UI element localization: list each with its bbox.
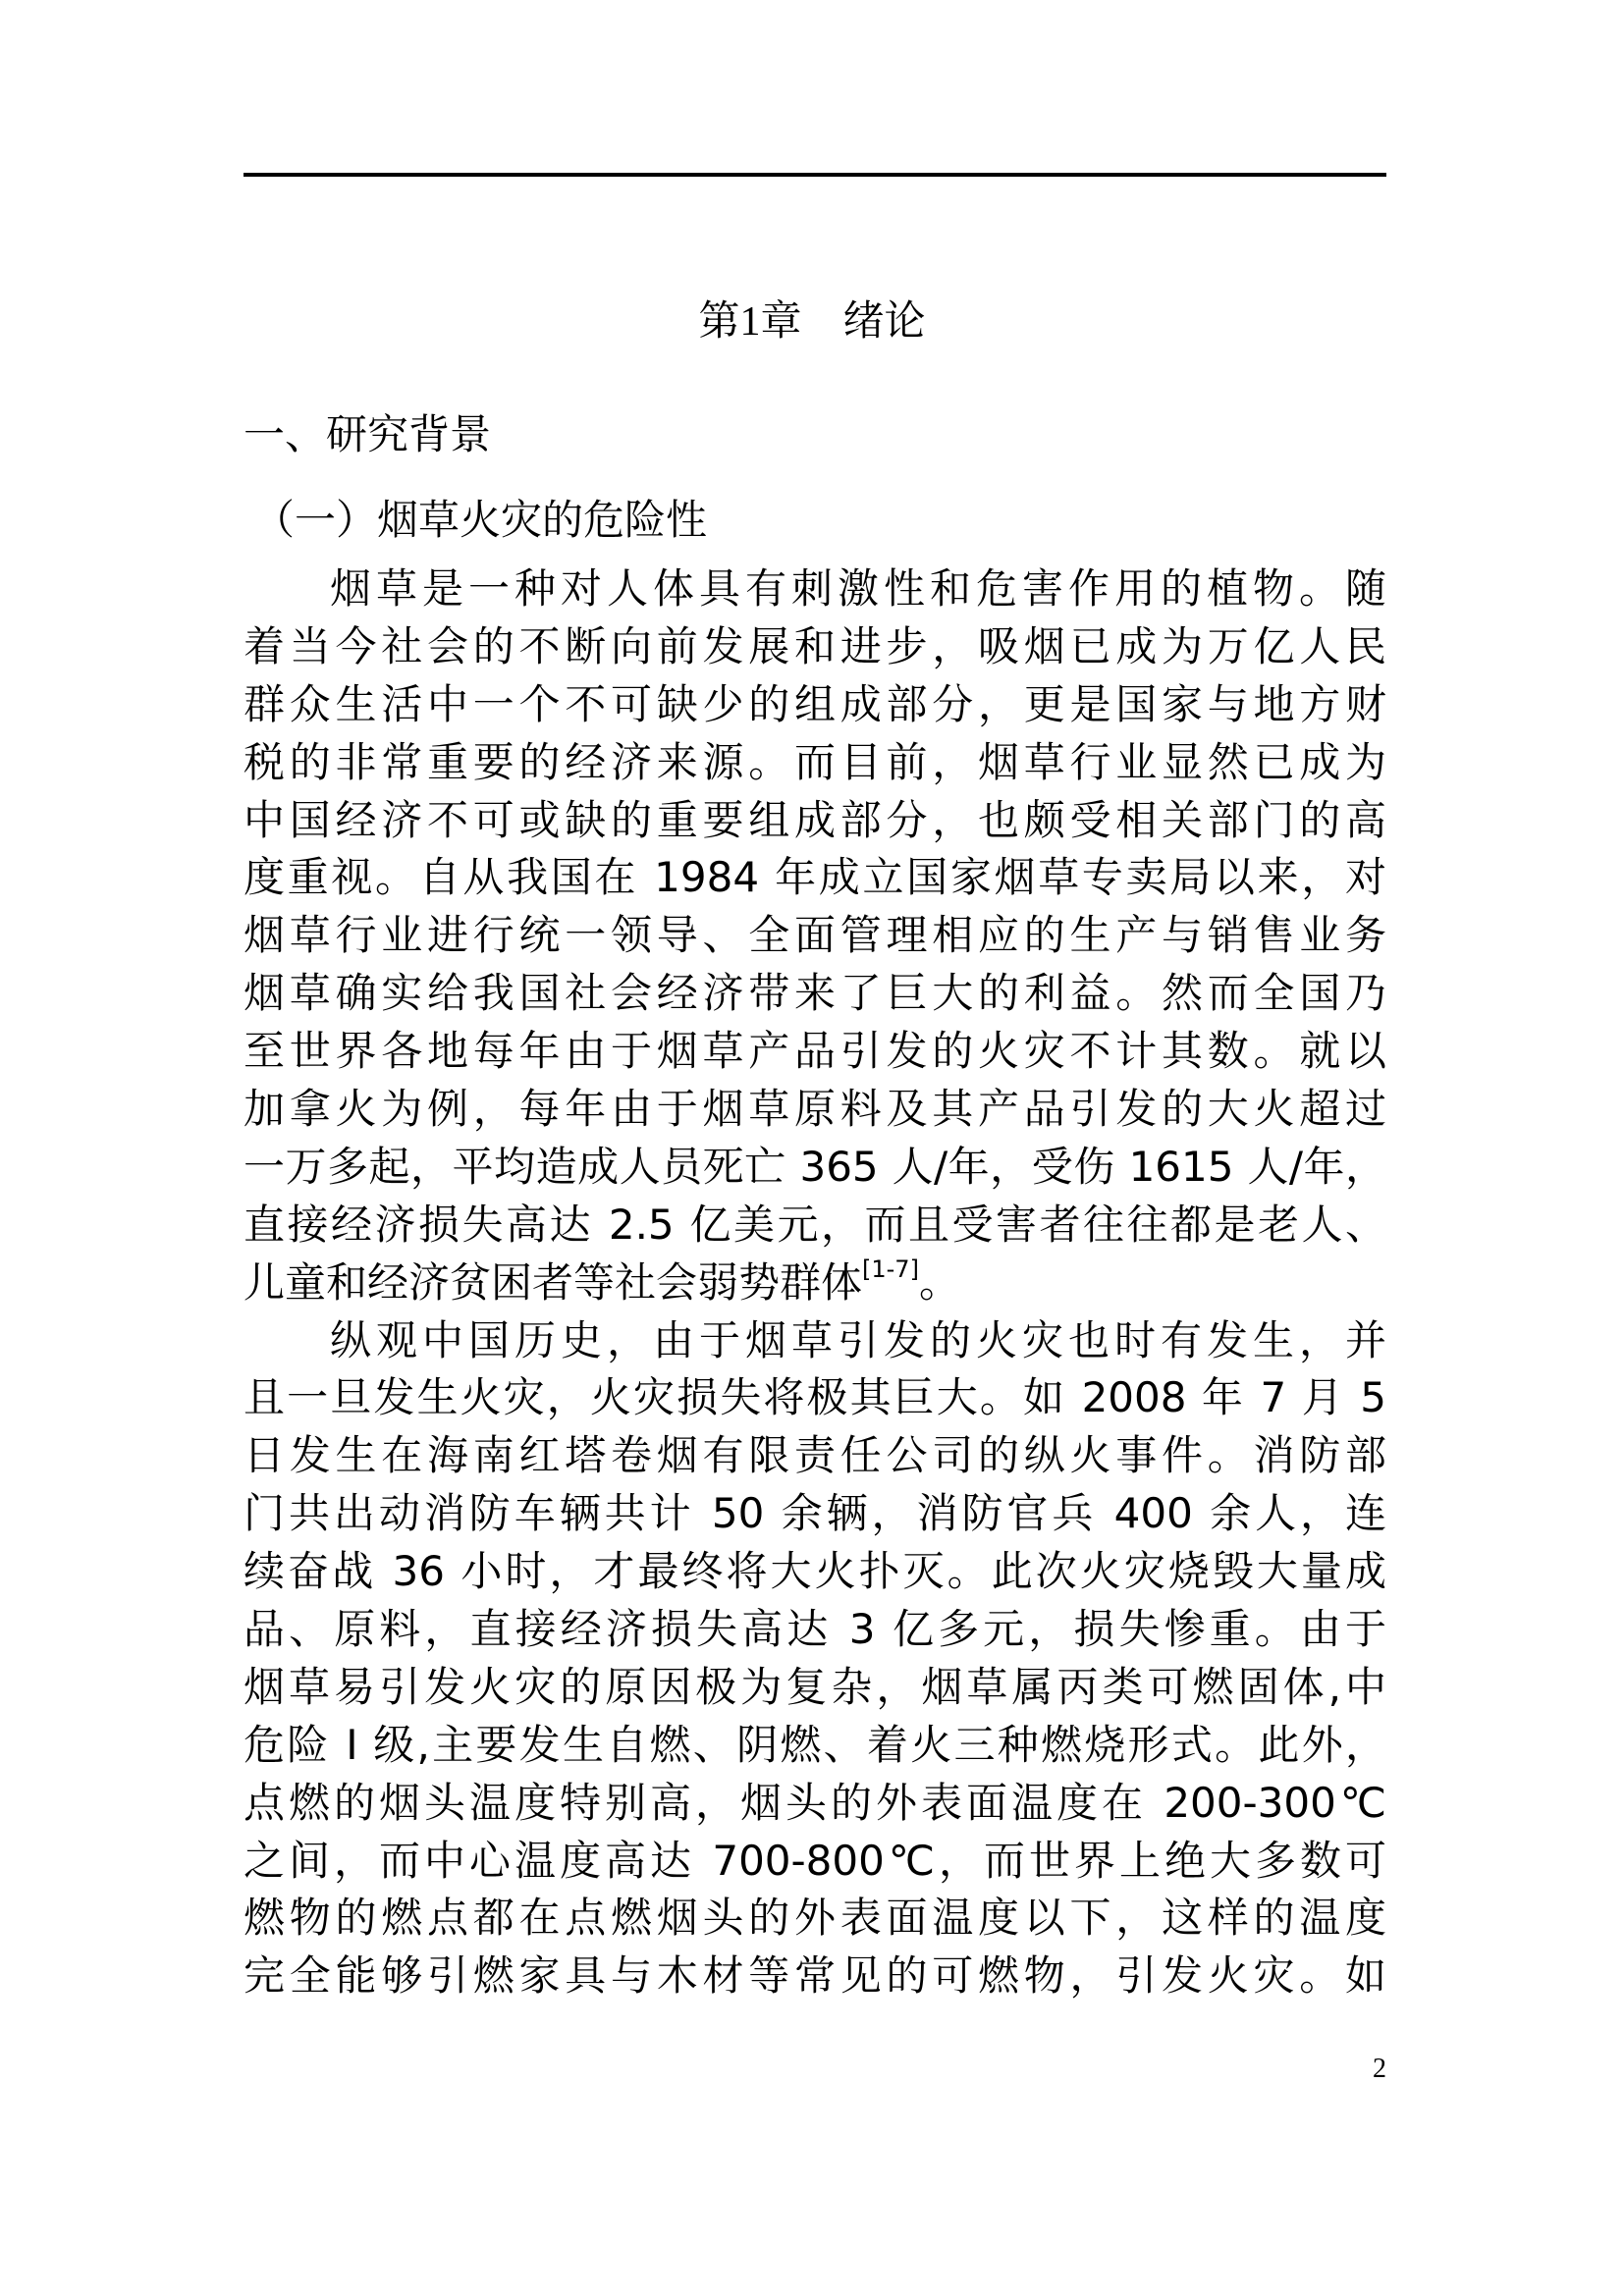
text-line: 直接经济损失高达 2.5 亿美元，而且受害者往往都是老人、 bbox=[244, 1200, 1386, 1249]
text-line: 烟草易引发火灾的原因极为复杂，烟草属丙类可燃固体,中 bbox=[244, 1662, 1386, 1711]
text-line: 纵观中国历史，由于烟草引发的火灾也时有发生，并 bbox=[330, 1315, 1386, 1364]
text-line bbox=[244, 1255, 1386, 1312]
header-rule bbox=[244, 173, 1386, 177]
text-line: 烟草确实给我国社会经济带来了巨大的利益。然而全国乃 bbox=[244, 969, 1386, 1018]
text-line: 日发生在海南红塔卷烟有限责任公司的纵火事件。消防部 bbox=[244, 1431, 1386, 1480]
text-line: 度重视。自从我国在 1984 年成立国家烟草专卖局以来，对 bbox=[244, 853, 1386, 902]
chapter-name: 绪论 bbox=[842, 299, 926, 345]
text-line: 燃物的燃点都在点燃烟头的外表面温度以下，这样的温度 bbox=[244, 1894, 1386, 1943]
chapter-number: 第1章 bbox=[698, 299, 802, 345]
text-line: 烟草是一种对人体具有刺激性和危害作用的植物。随 bbox=[330, 564, 1386, 613]
text-line: 加拿火为例，每年由于烟草原料及其产品引发的大火超过 bbox=[244, 1085, 1386, 1134]
text-line: 点燃的烟头温度特别高，烟头的外表面温度在 200-300℃ bbox=[244, 1778, 1386, 1827]
page-number: 2 bbox=[1373, 2054, 1386, 2084]
body-text bbox=[244, 561, 1386, 2005]
text-line: 续奋战 36 小时，才最终将大火扑灭。此次火灾烧毁大量成 bbox=[244, 1547, 1386, 1596]
text-fragment: 儿童和经济贫困者等社会弱势群体 bbox=[244, 1257, 863, 1307]
subsection-heading: （一）烟草火灾的危险性 bbox=[253, 496, 708, 544]
chapter-title bbox=[0, 294, 1624, 349]
text-line: 至世界各地每年由于烟草产品引发的火灾不计其数。就以 bbox=[244, 1027, 1386, 1076]
text-line: 烟草行业进行统一领导、全面管理相应的生产与销售业务 bbox=[244, 911, 1386, 960]
text-line: 品、原料，直接经济损失高达 3 亿多元，损失惨重。由于 bbox=[244, 1605, 1386, 1654]
text-line: 完全能够引燃家具与木材等常见的可燃物，引发火灾。如 bbox=[244, 1951, 1386, 2001]
text-line: 群众生活中一个不可缺少的组成部分，更是国家与地方财 bbox=[244, 679, 1386, 728]
text-fragment: 。 bbox=[918, 1257, 960, 1307]
text-line: 税的非常重要的经济来源。而目前，烟草行业显然已成为 bbox=[244, 737, 1386, 786]
text-line: 中国经济不可或缺的重要组成部分，也颇受相关部门的高 bbox=[244, 795, 1386, 844]
text-line: 门共出动消防车辆共计 50 余辆，消防官兵 400 余人，连 bbox=[244, 1489, 1386, 1538]
citation-link[interactable]: [1-7] bbox=[862, 1255, 919, 1283]
section-heading: 一、研究背景 bbox=[244, 410, 492, 458]
paragraph-2 bbox=[244, 1312, 1386, 2006]
text-line: 之间，而中心温度高达 700-800℃，而世界上绝大多数可 bbox=[244, 1836, 1386, 1885]
text-line: 着当今社会的不断向前发展和进步，吸烟已成为万亿人民 bbox=[244, 621, 1386, 670]
paragraph-1 bbox=[244, 561, 1386, 1312]
text-line: 危险 I 级,主要发生自燃、阴燃、着火三种燃烧形式。此外， bbox=[244, 1720, 1386, 1769]
text-line: 且一旦发生火灾，火灾损失将极其巨大。如 2008 年 7 月 5 bbox=[244, 1373, 1386, 1422]
text-line: 一万多起，平均造成人员死亡 365 人/年，受伤 1615 人/年， bbox=[244, 1142, 1386, 1191]
